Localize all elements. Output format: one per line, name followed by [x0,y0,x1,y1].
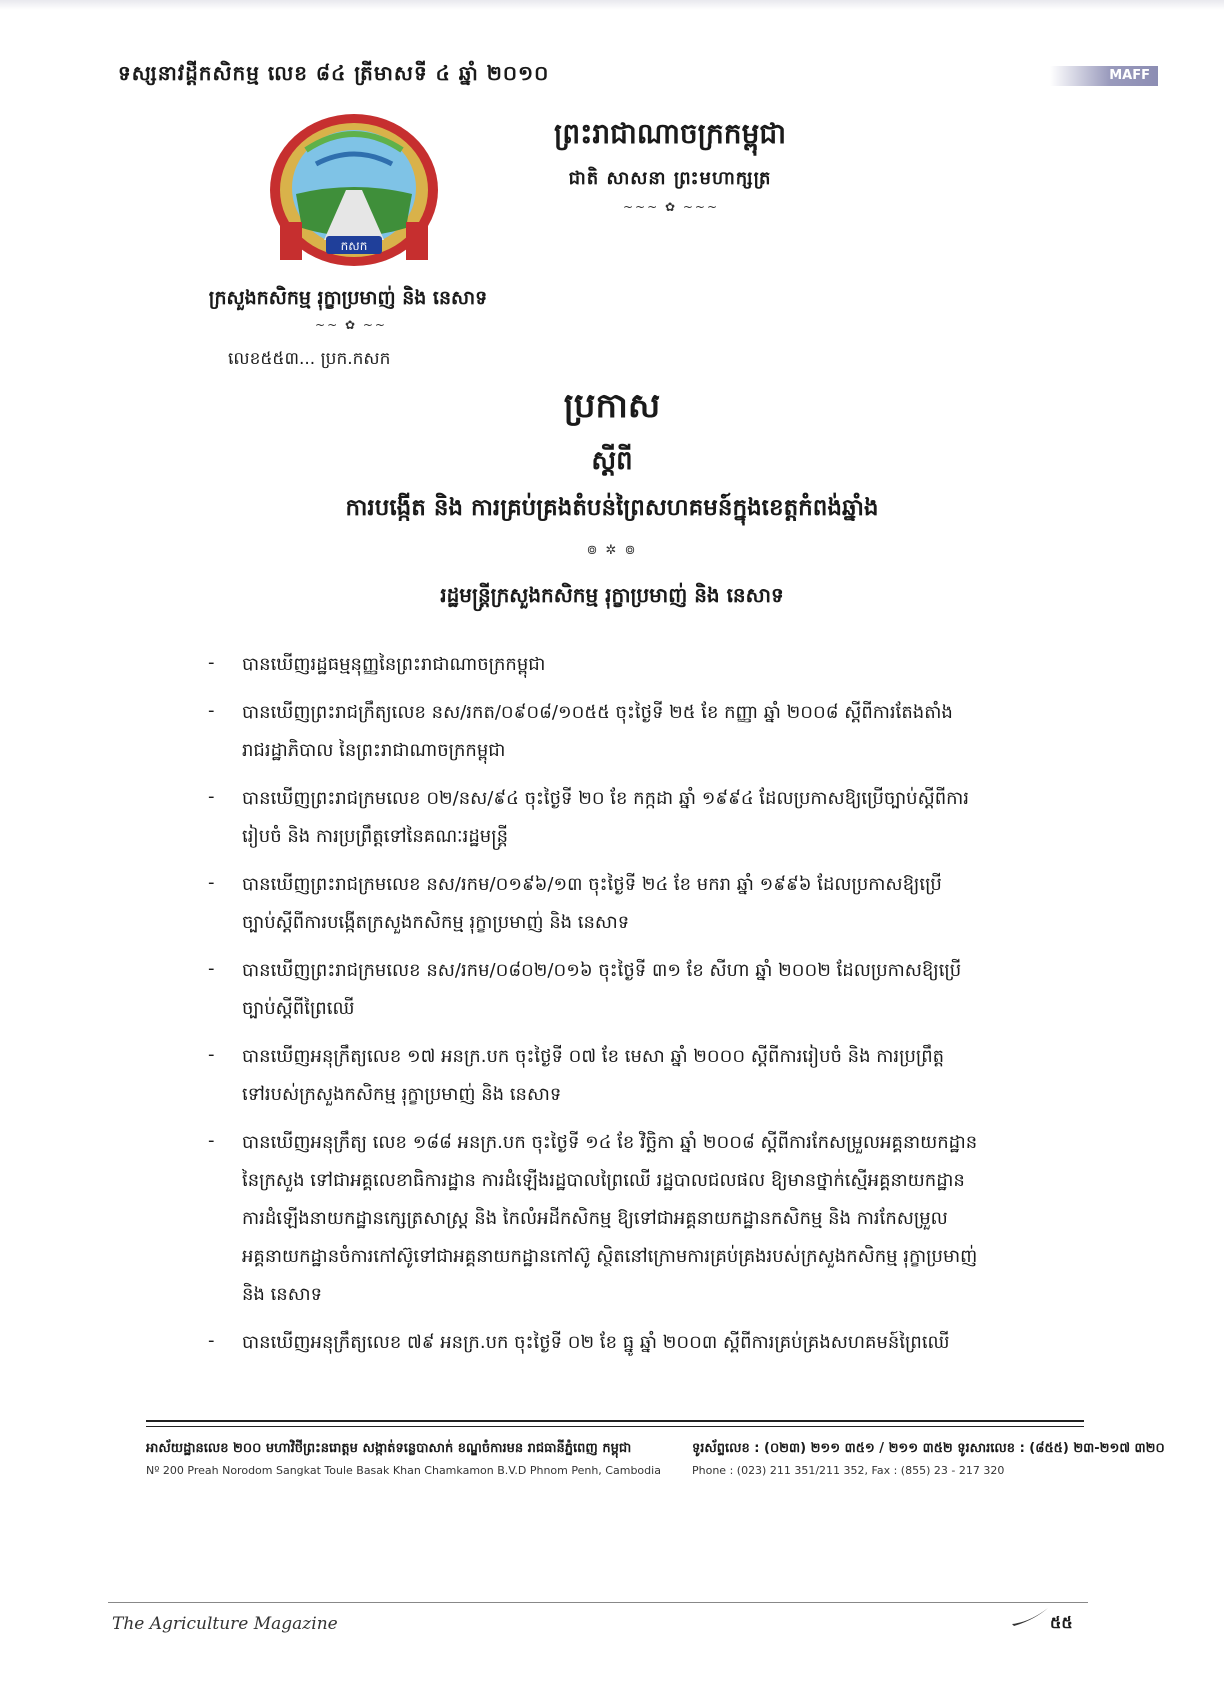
bullet-dash: - [208,1330,215,1351]
footer-divider [146,1420,1084,1422]
list-item [208,1038,1068,1114]
title-ornament: ៙ ✲ ៙ [586,543,638,558]
concerning-label: ស្តីពី [591,446,633,476]
document-type: ប្រកាស [563,386,661,426]
item-line: បានឃើញអនុក្រឹត្យ លេខ ១៨៨ អនក្រ.បក ចុះថ្ងៃទី ១៤ ខែ វិច្ឆិកា ឆ្នាំ ២០០៨ ស្តីពីការកែសម្រួលអគ្គនាយកដ្ឋាន [242,1132,978,1153]
bullet-dash: - [208,872,215,893]
national-motto: ជាតិ សាសនា ព្រះមហាក្សត្រ [568,168,772,189]
item-line: បានឃើញរដ្ឋធម្មនុញ្ញនៃព្រះរាជាណាចក្រកម្ពុជា [242,654,546,675]
item-line: ទៅរបស់ក្រសួងកសិកម្ម រុក្ខាប្រមាញ់ និង នេសាទ [242,1084,562,1105]
document-subject: ការបង្កើត និង ការគ្រប់គ្រងតំបន់ព្រៃសហគមន៍ក្នុងខេត្តកំពង់ឆ្នាំង [345,495,879,521]
address-khmer: អាស័យដ្ឋានលេខ ២០០ មហាវិថីព្រះនរោត្តម សង្កាត់ទន្លេបាសាក់ ខណ្ឌចំការមន រាជធានីភ្នំពេញ កម្ពុជា [146,1441,632,1456]
bullet-dash: - [208,652,215,673]
item-line: បានឃើញអនុក្រឹត្យលេខ ៧៩ អនក្រ.បក ចុះថ្ងៃទី ០២ ខែ ធ្នូ ឆ្នាំ ២០០៣ ស្តីពីការគ្រប់គ្រងសហគមន៍ព្រៃឈើ [242,1332,950,1353]
issuing-minister: រដ្ឋមន្ត្រីក្រសួងកសិកម្ម រុក្ខាប្រមាញ់ និង នេសាទ [440,583,784,607]
ministry-name: ក្រសួងកសិកម្ម រុក្ខាប្រមាញ់ និង នេសាទ [208,287,488,309]
item-line: និង នេសាទ [242,1284,322,1305]
item-line: រាជរដ្ឋាភិបាល នៃព្រះរាជាណាចក្រកម្ពុជា [242,740,506,761]
magazine-name: The Agriculture Magazine [112,1614,338,1634]
ministry-emblem-icon [266,110,442,272]
swoosh-icon [1010,1604,1050,1628]
list-item [208,694,1068,770]
footer-contact [692,1440,1165,1477]
item-line: បានឃើញព្រះរាជក្រឹត្យលេខ នស/រកត/០៩០៨/១០៥៥ ចុះថ្ងៃទី ២៥ ខែ កញ្ញា ឆ្នាំ ២០០៨ ស្តីពីការតែងតាំង [242,702,953,723]
bullet-dash: - [208,1044,215,1065]
list-item [208,1124,1068,1314]
item-line: ច្បាប់ស្តីពីការបង្កើតក្រសួងកសិកម្ម រុក្ខាប្រមាញ់ និង នេសាទ [242,912,630,933]
item-line: រៀបចំ និង ការប្រព្រឹត្តទៅនៃគណៈរដ្ឋមន្ត្រី [242,826,509,847]
page-number: ៥៥ [1050,1613,1073,1632]
item-line: បានឃើញព្រះរាជក្រមលេខ ០២/នស/៩៤ ចុះថ្ងៃទី ២០ ខែ កក្កដា ឆ្នាំ ១៩៩៤ ដែលប្រកាសឱ្យប្រើច្បាប់ស្តីពីការ [242,788,970,809]
kingdom-title: ព្រះរាជាណាចក្រកម្ពុជា [553,117,786,150]
footer-address [146,1440,666,1477]
phone-khmer: ទូរស័ព្ទលេខ : (០២៣) ២១១ ៣៥១ / ២១១ ៣៥២ ទូរសារលេខ : (៨៥៥) ២៣-២១៧ ៣២០ [692,1441,1165,1456]
item-line: បានឃើញព្រះរាជក្រមលេខ នស/រកម/០៨០២/០១៦ ចុះថ្ងៃទី ៣១ ខែ សីហា ឆ្នាំ ២០០២ ដែលប្រកាសឱ្យប្រើ [242,960,962,981]
item-line: ច្បាប់ស្តីពីព្រៃឈើ [242,998,355,1019]
kingdom-ornament: ~~~ ✿ ~~~ [622,200,719,214]
item-line: បានឃើញព្រះរាជក្រមលេខ នស/រកម/០១៩៦/១៣ ចុះថ្ងៃទី ២៤ ខែ មករា ឆ្នាំ ១៩៩៦ ដែលប្រកាសឱ្យប្រើ [242,874,942,895]
bullet-dash: - [208,1130,215,1151]
emblem-label: កសក [340,239,368,253]
reference-number: លេខ៥៥៣... ប្រក.កសក [228,349,391,369]
list-item [208,646,1068,684]
item-line: នៃក្រសួង ទៅជាអគ្គលេខាធិការដ្ឋាន ការដំឡើងរដ្ឋបាលព្រៃឈើ រដ្ឋបាលជលផល ឱ្យមានថ្នាក់ស្មើអគ្គនាយកដ្ឋាន [242,1170,965,1191]
brand-tab: MAFF [1050,66,1158,86]
bullet-dash: - [208,958,215,979]
preamble-list [208,646,1068,1372]
list-item [208,866,1068,942]
item-line: បានឃើញអនុក្រឹត្យលេខ ១៧ អនក្រ.បក ចុះថ្ងៃទី ០៧ ខែ មេសា ឆ្នាំ ២០០០ ស្តីពីការរៀបចំ និង ការប្រព្រឹត្ត [242,1046,945,1067]
item-line: ការដំឡើងនាយកដ្ឋានក្សេត្រសាស្ត្រ និង កៃលំអដីកសិកម្ម ឱ្យទៅជាអគ្គនាយកដ្ឋានកសិកម្ម និង ការកែសម្រួល [242,1208,948,1229]
scan-edge [0,0,1224,10]
page-footer-rule [108,1602,1088,1603]
list-item [208,780,1068,856]
list-item [208,1324,1068,1362]
list-item [208,952,1068,1028]
address-english: Nº 200 Preah Norodom Sangkat Toule Basak Khan Chamkamon B.V.D Phnom Penh, Cambodia [146,1464,661,1477]
footer-divider [146,1426,1084,1427]
phone-english: Phone : (023) 211 351/211 352, Fax : (855) 23 - 217 320 [692,1464,1005,1477]
running-head: ទស្សនាវដ្តីកសិកម្ម លេខ ៨៤ ត្រីមាសទី ៤ ឆ្នាំ ២០១០ [118,61,550,85]
bullet-dash: - [208,700,215,721]
ministry-ornament: ~~ ✿ ~~ [315,318,387,332]
bullet-dash: - [208,786,215,807]
item-line: អគ្គនាយកដ្ឋានចំការកៅស៊ូទៅជាអគ្គនាយកដ្ឋានកៅស៊ូ ស្ថិតនៅក្រោមការគ្រប់គ្រងរបស់ក្រសួងកសិកម្ម រុក្ខាប្រមាញ់ [242,1246,978,1267]
